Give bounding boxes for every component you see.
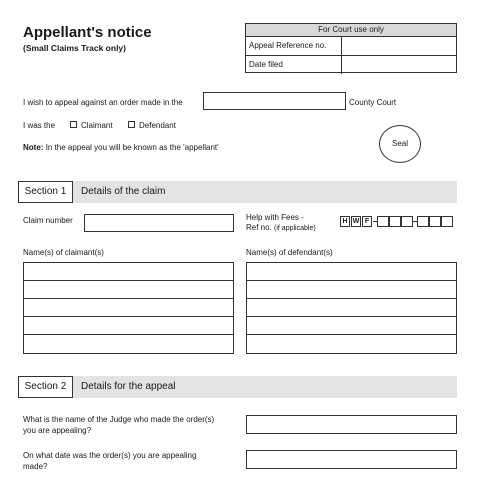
hwf-digit[interactable]	[377, 216, 389, 227]
defendants-label: Name(s) of defendant(s)	[246, 248, 333, 257]
appellant-note	[23, 143, 219, 152]
claimant-name-row[interactable]	[24, 335, 233, 353]
i-was-the-label: I was the	[23, 121, 56, 130]
judge-question	[23, 414, 214, 436]
appeal-ref-field[interactable]	[342, 37, 456, 55]
hwf-label-line2: Ref no.	[246, 223, 272, 232]
defendant-name-row[interactable]	[247, 281, 456, 299]
hwf-label	[246, 213, 316, 234]
hwf-label-small: (if applicable)	[274, 225, 316, 232]
claimant-name-row[interactable]	[24, 299, 233, 317]
defendants-names-box	[246, 262, 457, 354]
judge-question-line1: What is the name of the Judge who made the order(s)	[23, 415, 215, 424]
date-filed-row	[246, 55, 456, 74]
form-title: Appellant's notice	[23, 24, 152, 41]
note-text: In the appeal you will be known as the 'appellant'	[45, 143, 219, 152]
defendant-checkbox[interactable]	[128, 121, 135, 128]
judge-name-input[interactable]	[246, 415, 457, 434]
date-filed-field[interactable]	[342, 56, 456, 74]
hwf-letter-h: H	[340, 216, 350, 227]
section-1-title: Details of the claim	[81, 186, 166, 197]
order-date-question-line1: On what date was the order(s) you are appealing	[23, 451, 197, 460]
section-2-number: Section 2	[18, 376, 73, 398]
defendant-name-row[interactable]	[247, 263, 456, 281]
hwf-digit[interactable]	[429, 216, 441, 227]
hwf-digit[interactable]	[401, 216, 413, 227]
county-court-input[interactable]	[203, 92, 346, 110]
defendant-name-row[interactable]	[247, 335, 456, 353]
hwf-label-line1: Help with Fees -	[246, 213, 304, 222]
claimant-checkbox[interactable]	[70, 121, 77, 128]
appeal-ref-label: Appeal Reference no.	[246, 37, 342, 55]
appeal-intro-text: I wish to appeal against an order made in the	[23, 98, 183, 107]
claimant-name-row[interactable]	[24, 317, 233, 335]
appeal-ref-row	[246, 37, 456, 55]
section-1-number: Section 1	[18, 181, 73, 203]
claimants-names-box	[23, 262, 234, 354]
defendant-name-row[interactable]	[247, 317, 456, 335]
note-bold: Note:	[23, 143, 44, 152]
court-use-box	[245, 23, 457, 73]
form-subtitle: (Small Claims Track only)	[23, 43, 126, 53]
section-2-title: Details for the appeal	[81, 381, 176, 392]
claim-number-input[interactable]	[84, 214, 234, 232]
hwf-digit[interactable]	[389, 216, 401, 227]
defendant-name-row[interactable]	[247, 299, 456, 317]
court-use-heading: For Court use only	[246, 24, 456, 37]
order-date-question-line2: made?	[23, 462, 48, 471]
hwf-label-line2-wrap	[246, 223, 316, 234]
claimants-label: Name(s) of claimant(s)	[23, 248, 104, 257]
date-filed-label: Date filed	[246, 56, 342, 74]
hwf-digit[interactable]	[441, 216, 453, 227]
hwf-letter-f: F	[362, 216, 372, 227]
county-court-suffix: County Court	[349, 98, 397, 107]
hwf-reference-field[interactable]	[340, 216, 453, 227]
claim-number-label: Claim number	[23, 216, 73, 225]
order-date-question	[23, 450, 196, 472]
claimant-name-row[interactable]	[24, 281, 233, 299]
order-date-input[interactable]	[246, 450, 457, 469]
section-2-header	[18, 376, 457, 398]
judge-question-line2: you are appealing?	[23, 426, 92, 435]
section-1-header	[18, 181, 457, 203]
claimant-label: Claimant	[81, 121, 113, 130]
claimant-name-row[interactable]	[24, 263, 233, 281]
hwf-digit[interactable]	[417, 216, 429, 227]
court-seal: Seal	[379, 125, 421, 163]
defendant-label: Defendant	[139, 121, 176, 130]
hwf-letter-w: W	[352, 218, 360, 225]
